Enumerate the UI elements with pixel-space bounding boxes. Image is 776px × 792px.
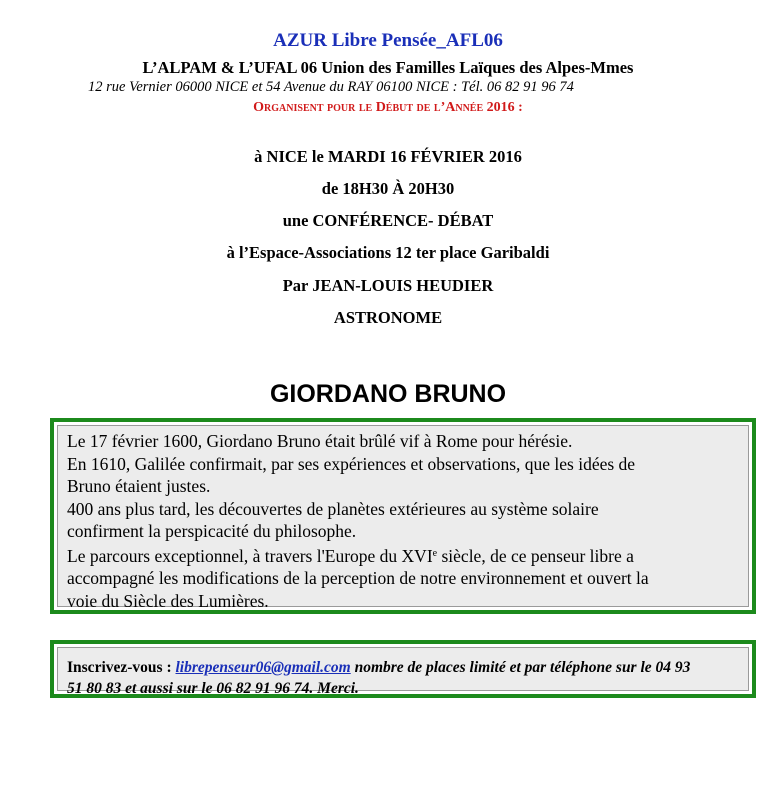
- headline: GIORDANO BRUNO: [269, 380, 507, 408]
- address-line: 12 rue Vernier 06000 NICE et 54 Avenue du RAY 06100 NICE : Tél. 06 82 91 96 74: [88, 79, 574, 95]
- event-venue: à l’Espace-Associations 12 ter place Garibaldi: [226, 243, 550, 262]
- summary-box-inner: [57, 425, 749, 611]
- email-link[interactable]: librepenseur06@gmail.com: [175, 659, 351, 676]
- event-time: de 18H30 À 20H30: [321, 179, 455, 198]
- organising-heading: Organisent pour le Début de l’Année 2016 :: [253, 100, 523, 115]
- org-title: AZUR Libre Pensée_AFL06: [273, 30, 503, 51]
- registration-line: [67, 657, 734, 678]
- org-subtitle: L’ALPAM & L’UFAL 06 Union des Familles Laïques des Alpes-Mmes: [142, 58, 634, 77]
- century-superscript: e: [432, 547, 438, 559]
- summary-line: voie du Siècle des Lumières.: [67, 590, 269, 611]
- summary-line: Bruno étaient justes.: [67, 476, 211, 496]
- summary-line: En 1610, Galilée confirmait, par ses expériences et observations, que les idées de: [67, 453, 636, 474]
- event-type: une CONFÉRENCE- DÉBAT: [282, 211, 494, 230]
- summary-line-part: Le parcours exceptionnel, à travers l'Europe du XVI: [67, 545, 433, 566]
- event-speaker-role: ASTRONOME: [333, 308, 443, 327]
- event-speaker: Par JEAN-LOUIS HEUDIER: [282, 276, 494, 295]
- registration-text: [67, 657, 734, 699]
- summary-line: [67, 543, 734, 568]
- summary-line: accompagné les modifications de la perception de notre environnement et ouvert la: [67, 568, 649, 588]
- summary-line: confirment la perspicacité du philosophe.: [67, 521, 357, 541]
- summary-line-part: siècle, de ce penseur libre a: [437, 545, 634, 566]
- registration-box-inner: [57, 647, 749, 697]
- registration-line: 51 80 83 et aussi sur le 06 82 91 96 74. Merci.: [67, 680, 359, 697]
- summary-text: [67, 430, 734, 612]
- event-date: à NICE le MARDI 16 FÉVRIER 2016: [254, 147, 522, 166]
- summary-box: [50, 418, 756, 614]
- summary-line: Le 17 février 1600, Giordano Bruno était brûlé vif à Rome pour hérésie.: [67, 431, 573, 451]
- registration-info: nombre de places limité et par téléphone sur le 04 93: [350, 659, 691, 676]
- registration-label: Inscrivez-vous :: [67, 659, 176, 676]
- registration-box: [50, 640, 756, 698]
- summary-line: 400 ans plus tard, les découvertes de planètes extérieures au système solaire: [67, 498, 599, 519]
